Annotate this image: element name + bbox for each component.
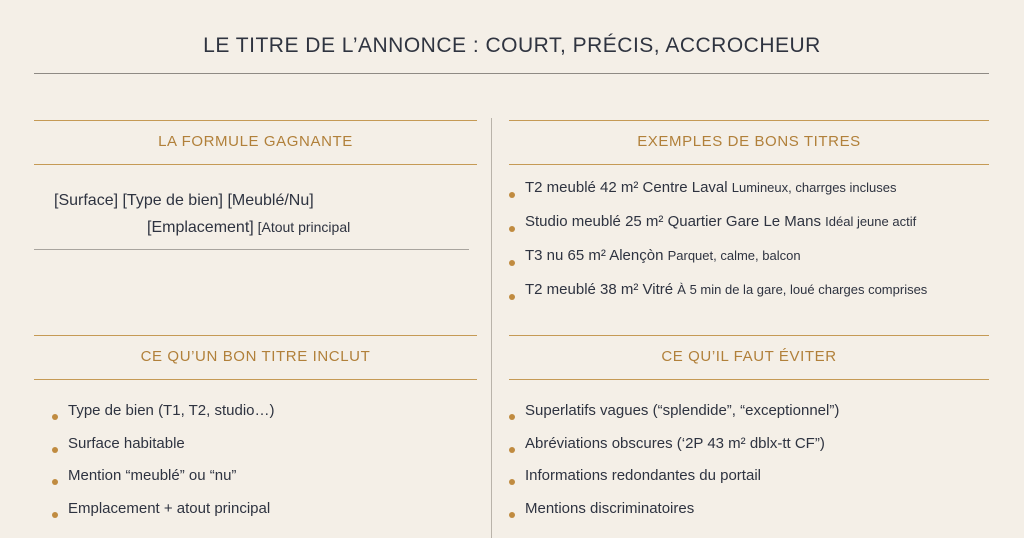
avoid-panel [509, 335, 989, 535]
bullet-icon [509, 226, 515, 232]
formula-bottom-rule [34, 249, 469, 250]
bullet-icon [509, 479, 515, 485]
bullet-icon [52, 512, 58, 518]
bullet-icon [509, 192, 515, 198]
examples-panel [509, 120, 989, 320]
list-item: Mention “meublé” ou “nu” [52, 466, 275, 499]
bullet-icon [52, 479, 58, 485]
formula-panel-top-rule [34, 120, 477, 121]
bullet-icon [509, 294, 515, 300]
list-item: T3 nu 65 m² Alençòn Parquet, calme, balcon [509, 246, 927, 280]
avoid-panel-heading: CE QU’IL FAUT ÉVITER [661, 348, 837, 365]
page-title: LE TITRE DE L’ANNONCE : COURT, PRÉCIS, ACCROCHEUR [203, 34, 821, 57]
includes-panel [34, 335, 477, 535]
bullet-icon [52, 414, 58, 420]
formula-line-2 [54, 214, 350, 241]
examples-list [509, 178, 927, 314]
list-item: Type de bien (T1, T2, studio…) [52, 401, 275, 434]
column-divider [491, 118, 492, 538]
list-item: T2 meublé 42 m² Centre Laval Lumineux, charrges incluses [509, 178, 927, 212]
includes-panel-heading: CE QU’UN BON TITRE INCLUT [140, 348, 371, 365]
bullet-icon [509, 414, 515, 420]
formula-emplacement: [Emplacement] [147, 219, 254, 236]
list-item: Abréviations obscures (‘2P 43 m² dblx-tt CF”) [509, 434, 839, 467]
includes-panel-heading-rule [34, 379, 477, 380]
list-item: Superlatifs vagues (“splendide”, “exceptionnel”) [509, 401, 839, 434]
examples-panel-top-rule [509, 120, 989, 121]
bullet-icon [509, 512, 515, 518]
formula-text [54, 187, 350, 241]
includes-panel-top-rule [34, 335, 477, 336]
formula-panel [34, 120, 477, 252]
bullet-icon [509, 260, 515, 266]
list-item: T2 meublé 38 m² Vitré À 5 min de la gare, loué charges comprises [509, 280, 927, 314]
examples-panel-heading-rule [509, 164, 989, 165]
avoid-list [509, 401, 839, 531]
formula-atout: [Atout principal [253, 219, 351, 235]
list-item: Informations redondantes du portail [509, 466, 839, 499]
formula-line-1: [Surface] [Type de bien] [Meublé/Nu] [54, 192, 314, 209]
includes-list [52, 401, 275, 531]
title-divider [34, 73, 989, 74]
list-item: Emplacement + atout principal [52, 499, 275, 532]
list-item: Studio meublé 25 m² Quartier Gare Le Mans Idéal jeune actif [509, 212, 927, 246]
formula-panel-heading: LA FORMULE GAGNANTE [158, 133, 353, 150]
avoid-panel-top-rule [509, 335, 989, 336]
formula-panel-heading-rule [34, 164, 477, 165]
bullet-icon [509, 447, 515, 453]
bullet-icon [52, 447, 58, 453]
examples-panel-heading: EXEMPLES DE BONS TITRES [637, 133, 861, 150]
list-item: Surface habitable [52, 434, 275, 467]
avoid-panel-heading-rule [509, 379, 989, 380]
list-item: Mentions discriminatoires [509, 499, 839, 532]
